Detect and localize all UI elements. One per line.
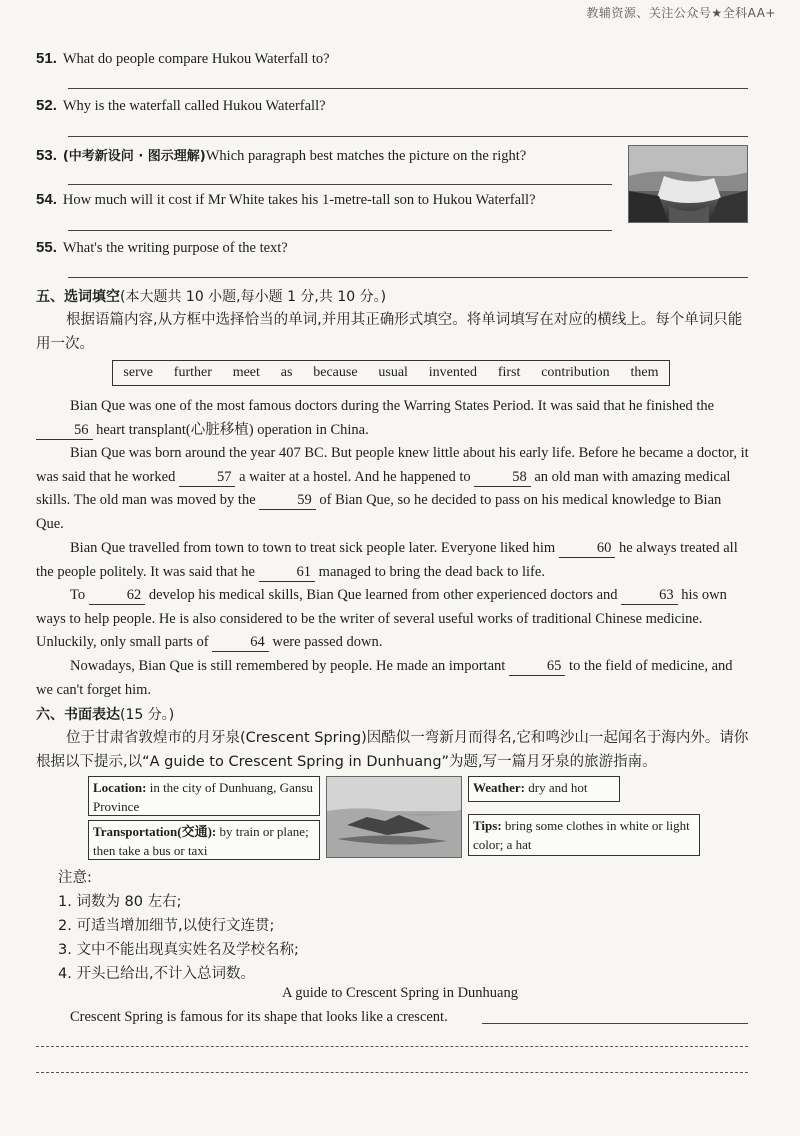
question-51: 51. What do people compare Hukou Waterfall to? [36,50,330,67]
tips-box [468,814,700,856]
essay-answer-line[interactable] [36,1072,748,1073]
location-box [88,776,320,816]
question-tag: (中考新设问 · 图示理解) [62,149,206,164]
location-label: Location: [93,780,147,795]
word-bank-item: invented [428,365,477,380]
question-text: Why is the waterfall called Hukou Waterfall? [62,98,326,114]
question-53: 53. (中考新设问 · 图示理解)Which paragraph best matches the picture on the right? [36,147,527,164]
question-number: 54 [36,191,53,208]
section-5-title: 五、选词填空(本大题共 10 小题,每小题 1 分,共 10 分。) [36,289,387,305]
blank-64[interactable]: 64 [212,634,269,652]
transportation-text: by train or plane; then take a bus or taxi [93,824,309,858]
passage-paragraph-1: Bian Que was one of the most famous doctors during the Warring States Period. It was said that he finished the 56 heart transplant(心脏移植) operation in China. [36,395,752,442]
answer-line-53[interactable] [68,184,612,185]
answer-line-51[interactable] [68,88,748,89]
note-item: 3. 文中不能出现真实姓名及学校名称; [58,942,299,958]
note-item: 4. 开头已给出,不计入总词数。 [58,966,256,982]
section-6-instruction: 位于甘肃省敦煌市的月牙泉(Crescent Spring)因酷似一弯新月而得名,它和鸣沙山一起闻名于海内外。请你根据以下提示,以“A guide to Crescent Spring in Dunhuang”为题,写一篇月牙泉的旅游指南。 [36,730,749,770]
tips-label: Tips: [473,818,502,833]
blank-59[interactable]: 59 [259,492,316,510]
blank-65[interactable]: 65 [509,658,566,676]
passage-paragraph-5: Nowadays, Bian Que is still remembered by people. He made an important 65 to the field of medicine, and we can't forget him. [36,658,733,698]
note-item: 2. 可适当增加细节,以使行文连贯; [58,918,275,934]
question-number: 55 [36,239,53,256]
question-number: 51 [36,50,53,67]
question-number: 53 [36,147,53,164]
word-bank-box [112,360,670,386]
crescent-spring-photo [326,776,462,858]
word-bank-item: meet [232,365,260,380]
blank-58[interactable]: 58 [474,469,531,487]
passage-paragraph-2: Bian Que was born around the year 407 BC. But people knew little about his early life. Before he became a doctor, it was said that he worked 57 a waiter at a hostel. And he happened to 58 an old man with amazing medical skills. The old man was moved by the 59 of Bian Que, so he decided to pass on his medical knowledge to Bian Que. [36,445,749,532]
question-text: What do people compare Hukou Waterfall to? [62,51,330,67]
word-bank-item: usual [378,365,408,380]
question-text: What's the writing purpose of the text? [62,240,288,256]
question-54: 54. How much will it cost if Mr White takes his 1-metre-tall son to Hukou Waterfall? [36,191,536,208]
tips-text: bring some clothes in white or light color; a hat [473,818,690,852]
word-bank-item: them [630,365,659,380]
section-5-instruction: 根据语篇内容,从方框中选择恰当的单词,并用其正确形式填空。将单词填写在对应的横线上。每个单词只能用一次。 [36,312,743,352]
essay-answer-line[interactable] [36,1046,748,1047]
note-item: 1. 词数为 80 左右; [58,894,182,910]
essay-answer-line[interactable] [482,1023,748,1024]
transportation-box [88,820,320,860]
page-header-note: 教辅资源、关注公众号★全科AA+ [586,6,776,20]
answer-line-52[interactable] [68,136,748,137]
blank-57[interactable]: 57 [179,469,236,487]
transportation-label: Transportation(交通): [93,824,217,839]
waterfall-photo [628,145,748,223]
word-bank-item: first [497,365,521,380]
question-55: 55. What's the writing purpose of the text? [36,239,288,256]
word-bank-item: further [173,365,212,380]
word-bank-item: because [313,365,358,380]
blank-56[interactable]: 56 [36,422,93,440]
blank-61[interactable]: 61 [259,564,316,582]
answer-line-55[interactable] [68,277,748,278]
question-52: 52. Why is the waterfall called Hukou Waterfall? [36,97,326,114]
blank-63[interactable]: 63 [621,587,678,605]
weather-label: Weather: [473,780,525,795]
passage-paragraph-4: To 62 develop his medical skills, Bian Que learned from other experienced doctors and 63 his own ways to help people. He is also considered to be the writer of several useful works of traditional Chinese medicine. Unluckily, only small parts of 64 were passed down. [36,587,727,650]
blank-62[interactable]: 62 [89,587,146,605]
essay-opening-sentence: Crescent Spring is famous for its shape that looks like a crescent. [70,1009,448,1025]
question-text: How much will it cost if Mr White takes his 1-metre-tall son to Hukou Waterfall? [62,192,536,208]
word-bank-item: contribution [541,365,610,380]
answer-line-54[interactable] [68,230,612,231]
notes-title: 注意: [58,870,92,886]
blank-60[interactable]: 60 [559,540,616,558]
essay-title: A guide to Crescent Spring in Dunhuang [281,985,518,1001]
question-number: 52 [36,97,53,114]
location-text: in the city of Dunhuang, Gansu Province [93,780,313,814]
passage-paragraph-3: Bian Que travelled from town to town to treat sick people later. Everyone liked him 60 he always treated all the people politely. It was said that he 61 managed to bring the dead back to life. [36,540,738,580]
word-bank-item: serve [123,365,153,380]
word-bank-item: as [280,365,293,380]
weather-box [468,776,620,802]
question-text: Which paragraph best matches the picture on the right? [205,148,527,164]
weather-text: dry and hot [528,780,588,795]
section-6-title: 六、书面表达(15 分。) [36,707,175,723]
